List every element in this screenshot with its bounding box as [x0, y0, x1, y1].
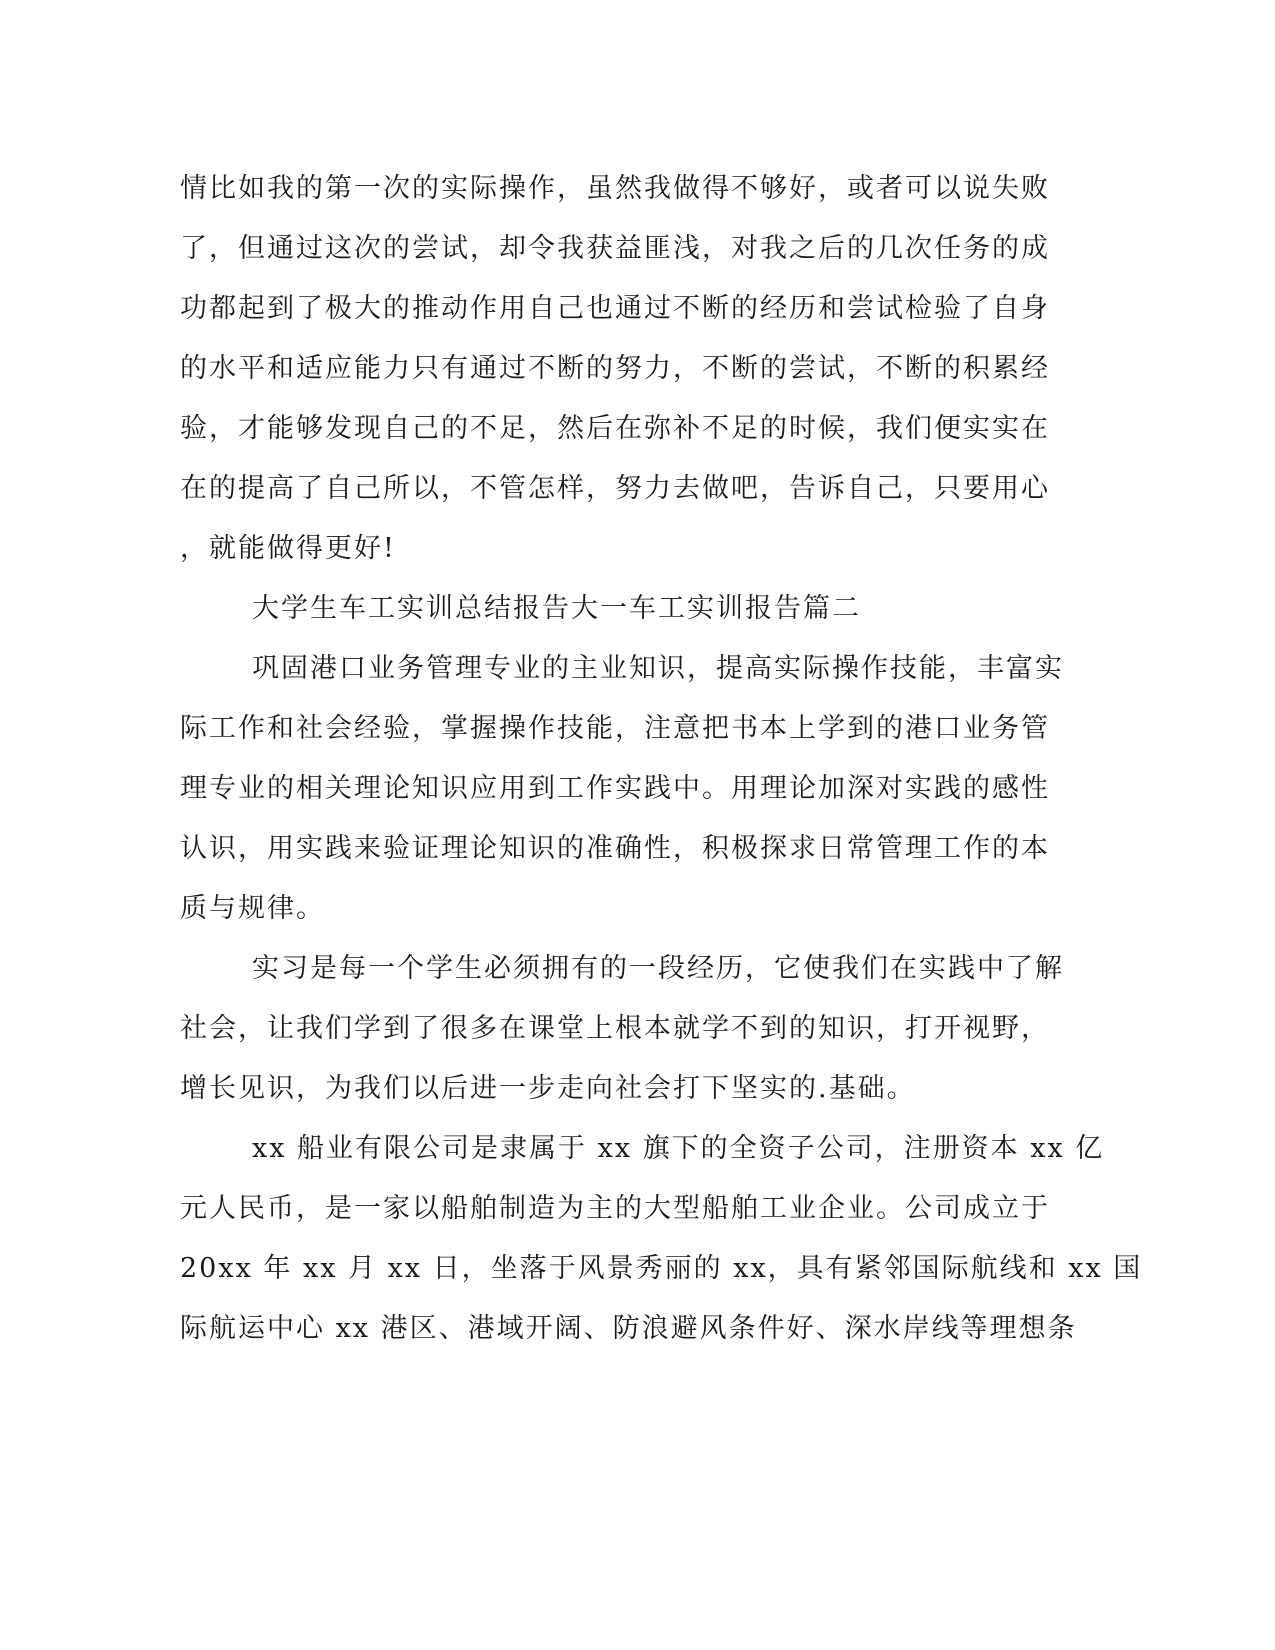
text-line: 20xx 年 xx 月 xx 日，坐落于风景秀丽的 xx，具有紧邻国际航线和 xx 国	[180, 1253, 1143, 1284]
text-line: 功都起到了极大的推动作用自己也通过不断的经历和尝试检验了自身	[180, 293, 1050, 324]
text-line: 认识，用实践来验证理论知识的准确性，积极探求日常管理工作的本	[180, 833, 1050, 864]
text-line: 巩固港口业务管理专业的主业知识，提高实际操作技能，丰富实	[252, 653, 1064, 684]
text-line: 理专业的相关理论知识应用到工作实践中。用理论加深对实践的感性	[180, 773, 1050, 804]
text-line: 质与规律。	[180, 893, 325, 924]
text-line: 实习是每一个学生必须拥有的一段经历，它使我们在实践中了解	[252, 953, 1064, 984]
document-body	[180, 159, 1143, 1359]
text-line: 情比如我的第一次的实际操作，虽然我做得不够好，或者可以说失败	[180, 173, 1050, 204]
text-line: 在的提高了自己所以，不管怎样，努力去做吧，告诉自己，只要用心	[180, 473, 1050, 504]
text-line: 验，才能够发现自己的不足，然后在弥补不足的时候，我们便实实在	[180, 413, 1050, 444]
section-heading: 大学生车工实训总结报告大一车工实训报告篇二	[252, 593, 861, 624]
text-line: 的水平和适应能力只有通过不断的努力，不断的尝试，不断的积累经	[180, 353, 1050, 384]
text-line: 了，但通过这次的尝试，却令我获益匪浅，对我之后的几次任务的成	[180, 233, 1050, 264]
text-line: 增长见识，为我们以后进一步走向社会打下坚实的.基础。	[180, 1073, 916, 1104]
text-line: ，就能做得更好!	[180, 533, 396, 564]
text-line: xx 船业有限公司是隶属于 xx 旗下的全资子公司，注册资本 xx 亿	[252, 1133, 1105, 1164]
text-line: 际工作和社会经验，掌握操作技能，注意把书本上学到的港口业务管	[180, 713, 1050, 744]
text-line: 元人民币，是一家以船舶制造为主的大型船舶工业企业。公司成立于	[180, 1193, 1050, 1224]
text-line: 社会，让我们学到了很多在课堂上根本就学不到的知识，打开视野，	[180, 1013, 1050, 1044]
text-line: 际航运中心 xx 港区、港域开阔、防浪避风条件好、深水岸线等理想条	[180, 1313, 1077, 1344]
